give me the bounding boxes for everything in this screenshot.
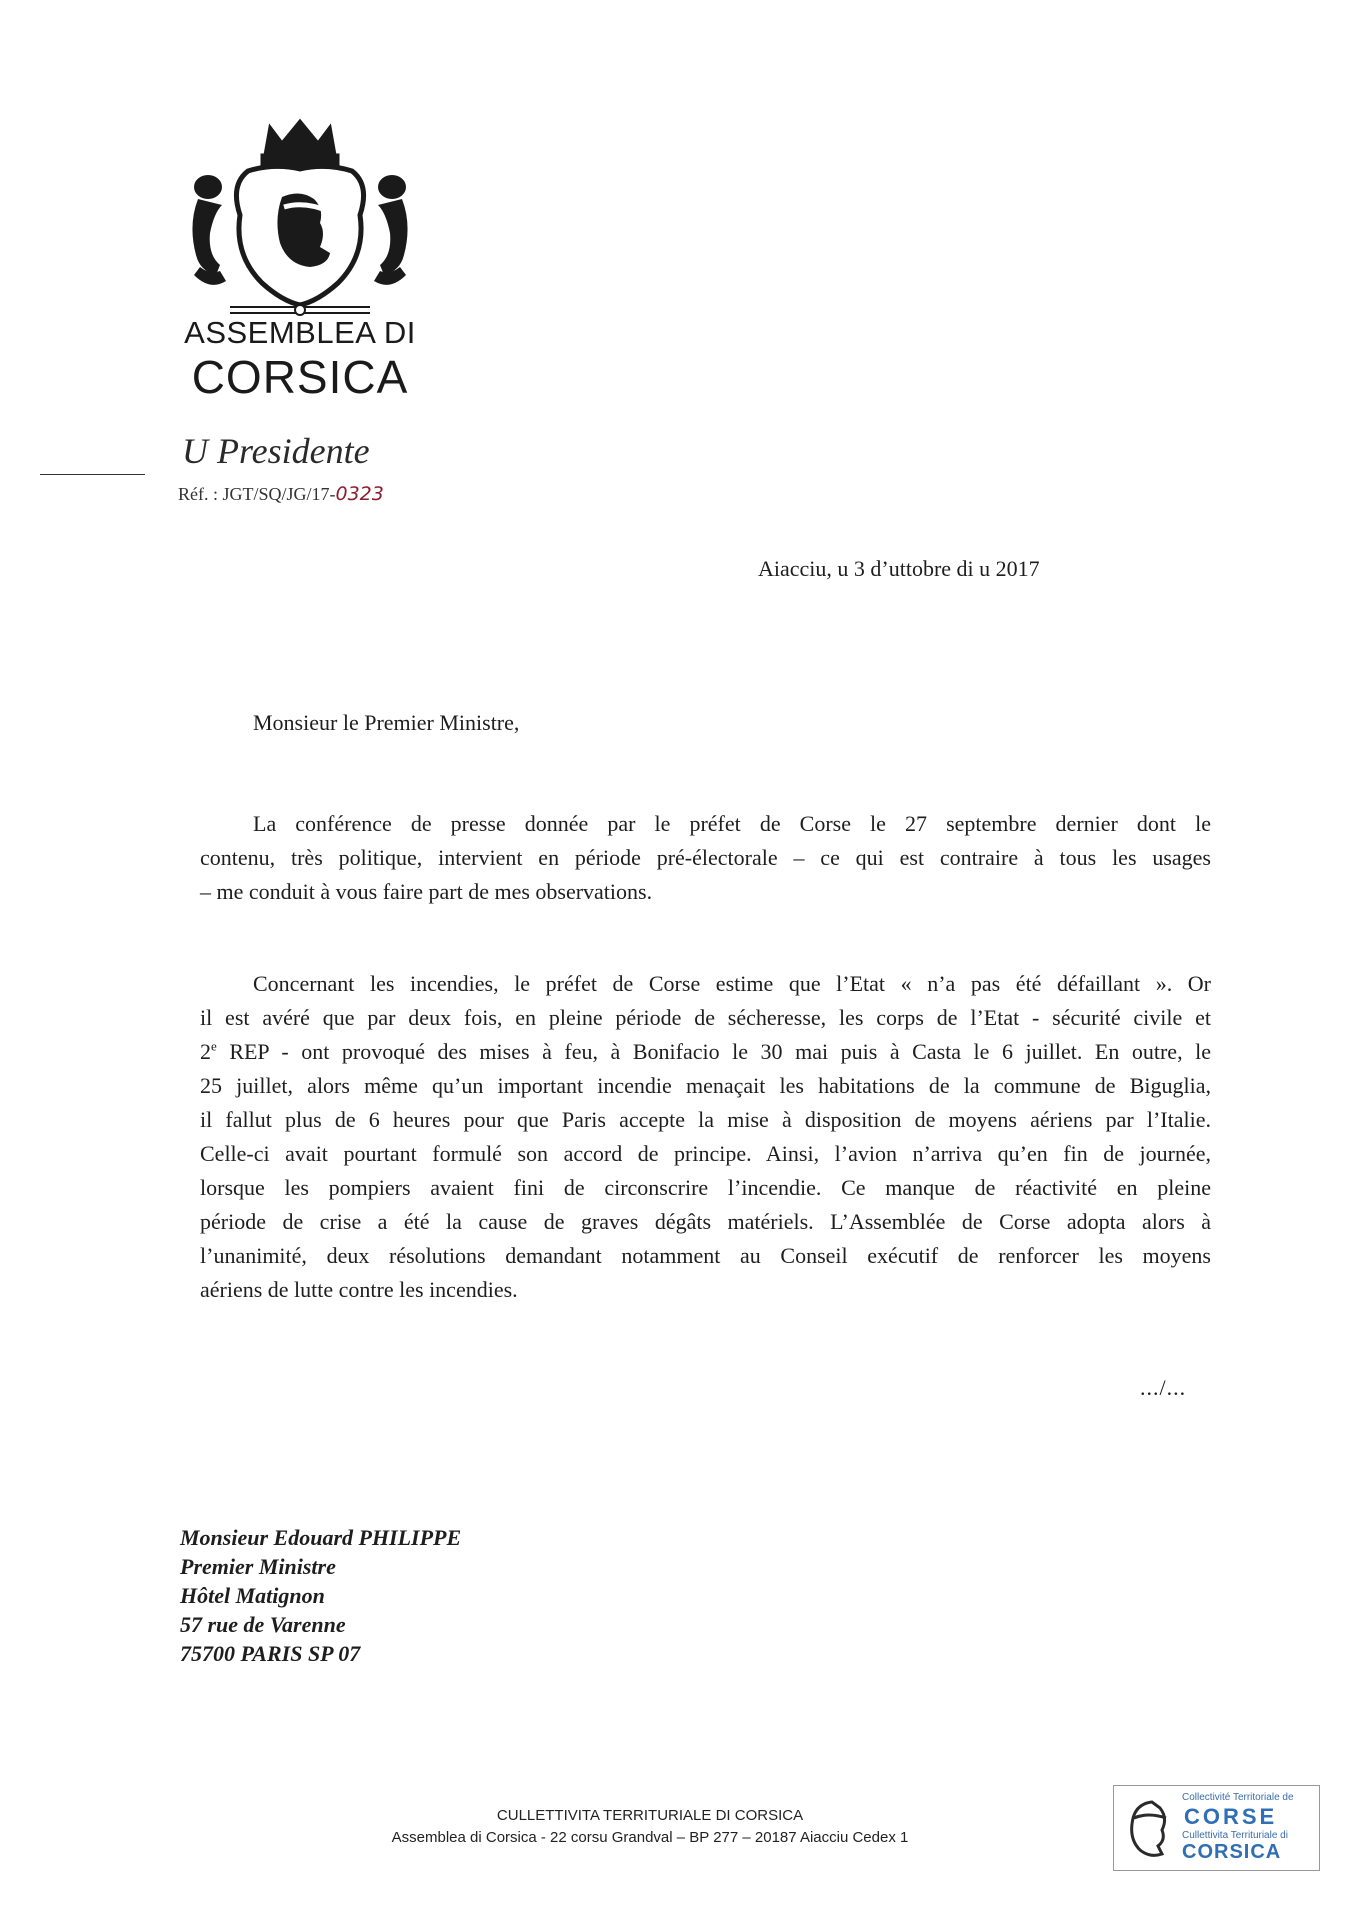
recipient-street: 57 rue de Varenne xyxy=(180,1612,346,1637)
logo-mid-text: Cullettivita Territuriale di xyxy=(1182,1830,1288,1841)
paragraph-2-line: Concernant les incendies, le préfet de Corse estime que l’Etat « n’a pas été défaillant ». Or xyxy=(253,971,1211,996)
recipient-city: 75700 PARIS SP 07 xyxy=(180,1641,361,1666)
paragraph-2 xyxy=(200,967,1211,1307)
paragraph-2-line xyxy=(200,1035,1211,1069)
president-title: U Presidente xyxy=(182,431,370,471)
logo-corse: CORSE xyxy=(1184,1804,1278,1829)
logo-top-text: Collectivité Territoriale de xyxy=(1182,1792,1294,1803)
recipient-address xyxy=(180,1523,461,1668)
paragraph-2-line: l’unanimité, deux résolutions demandant notamment au Conseil exécutif de renforcer les moyens xyxy=(200,1243,1211,1268)
collectivite-territoriale-logo xyxy=(1113,1785,1320,1871)
moor-head-logo xyxy=(1122,1796,1178,1860)
footer-address: Assemblea di Corsica - 22 corsu Grandval – BP 277 – 20187 Aiacciu Cedex 1 xyxy=(391,1829,909,1846)
paragraph-2-line: il est avéré que par deux fois, en pleine période de sécheresse, les corps de l’Etat - sécurité civile et xyxy=(200,1005,1211,1030)
header-rule xyxy=(40,474,145,475)
paragraph-1-line: contenu, très politique, intervient en période pré-électorale – ce qui est contraire à tous les usages xyxy=(200,845,1211,870)
letter-date: Aiacciu, u 3 d’uttobre di u 2017 xyxy=(758,556,1040,581)
organization-name-line2: CORSICA xyxy=(191,351,409,403)
recipient-building: Hôtel Matignon xyxy=(180,1583,325,1608)
paragraph-1-line: La conférence de presse donnée par le préfet de Corse le 27 septembre dernier dont le xyxy=(253,811,1211,836)
paragraph-2-line: période de crise a été la cause de graves dégâts matériels. L’Assemblée de Corse adopta alors à xyxy=(200,1209,1211,1234)
organization-name-line1: ASSEMBLEA DI xyxy=(184,315,416,350)
paragraph-1-line: – me conduit à vous faire part de mes observations. xyxy=(200,879,653,904)
regiment-number: 2 xyxy=(200,1039,211,1064)
paragraph-2-line: aériens de lutte contre les incendies. xyxy=(200,1277,518,1302)
logo-corsica: CORSICA xyxy=(1182,1841,1282,1863)
paragraph-2-line: 25 juillet, alors même qu’un important incendie menaçait les habitations de la commune de Biguglia, xyxy=(200,1073,1211,1098)
footer-organization: CULLETTIVITA TERRITURIALE DI CORSICA xyxy=(496,1807,804,1824)
reference-label: Réf. : JGT/SQ/JG/17- xyxy=(178,484,336,504)
continued-mark: .../... xyxy=(1140,1375,1187,1400)
paragraph-2-line: Celle-ci avait pourtant formulé son accord de principe. Ainsi, l’avion n’arriva qu’en fin de journée, xyxy=(200,1141,1211,1166)
paragraph-2-line: lorsque les pompiers avaient fini de circonscrire l’incendie. Ce manque de réactivité en pleine xyxy=(200,1175,1211,1200)
reference-number xyxy=(178,483,384,505)
recipient-name: Monsieur Edouard PHILIPPE xyxy=(180,1525,462,1550)
paragraph-1 xyxy=(200,807,1211,909)
paragraph-2-line: il fallut plus de 6 heures pour que Paris accepte la mise à disposition de moyens aériens par l’Italie. xyxy=(200,1107,1211,1132)
ordinal-superscript: e xyxy=(211,1038,217,1054)
recipient-title: Premier Ministre xyxy=(180,1554,336,1579)
reference-handwritten-number: 0323 xyxy=(335,483,384,505)
coat-of-arms-emblem xyxy=(170,115,430,320)
paragraph-2-line-text: REP - ont provoqué des mises à feu, à Bonifacio le 30 mai puis à Casta le 6 juillet. En outre, le xyxy=(216,1039,1211,1064)
salutation: Monsieur le Premier Ministre, xyxy=(253,710,520,735)
